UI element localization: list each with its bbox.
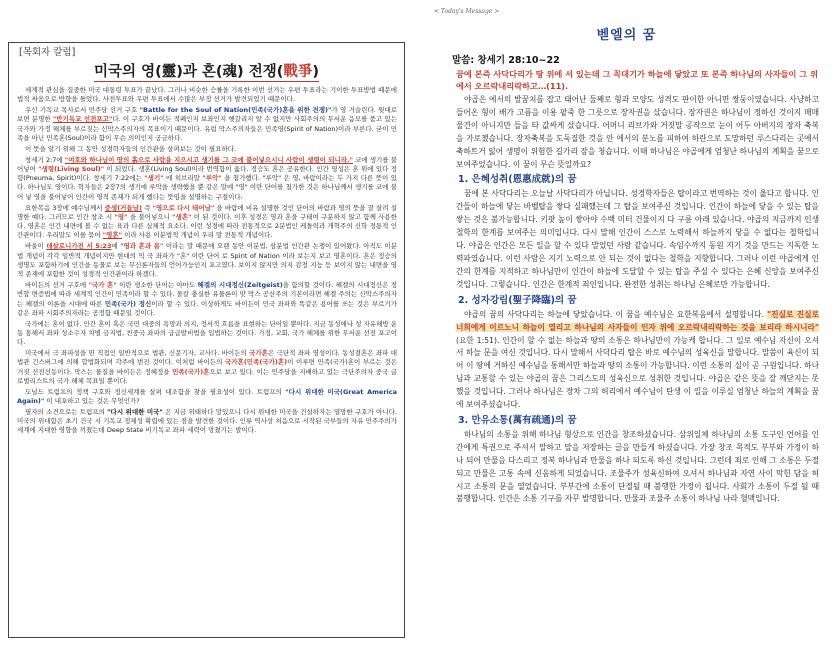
paragraph: 꿈에 본 사닥다리는 오늘날 사닥다리가 아닙니다. 성경학자들은 탑이라고 번역하는 것이 옳다고 합니다. 인간들이 하늘에 닿는 바벨탑을 쌓다 실패했는데 그 탑을 보여주신 것입니다. 인간이 하늘에 닿을 수 있는 탑을 쌓는 것은 불가능합니다. 키팟 높이 쌓아야 수백 미터 건물이지 다 구름 아래 있습니다. 야곱의 지금까지 인생철학의 한계를 보여주는 의미입니다. 다시 말해 인간이 스스로 노력해서 하늘까지 닿을 수 없다는 철학입니다. 야곱은 인간은 모든 일을 할 수 있다 말었던 사람 같습니다. 속임수까지 동원 지기 것을 만드는 지독한 노력파였습니다. 이런 사람은 지기 노력으로 안 되는 것이 없다는 철학을 지향합니다. 그러나 이런 야곱에게 인간의 한계를 지적하고 하나님만이 인간이 하늘에 도달할 수 있는 탑을 주실 수 있다는 은혜 신앙을 보여주신 것입니다. 그렇습니다. 인간은 한계적 죄인입니다. 완전한 성취는 하나님 은혜로만 가능합니다. (456, 189, 819, 289)
paragraph: 요한복음 3장에 예수님께서 중생(거듭남) 즉 "영으로 다시 태어남" 을 바람에 비유 설명한 것인 단어의 바람과 영의 뜻을 잘 살려 설명한 예다. 그러므로 인간 창조 시 "영" 을 불어넣으니 "생혼" 이 된 것이다. 이후 성경은 영과 혼을 구태여 구분하지 않고 함께 사용한다. 영혼은 인간 내면에 볼 수 없는 육과 다른 실체적 요소다. 이런 성경에 따라 전통적으로 2분법인 케돌릭과 개혁주의 신학 정통적 인간관이다. 우리말도 이를 묶어 "영혼" 이라 사용 이분법적 개념이 우리 말 전통적 개념이다. (17, 203, 398, 240)
paragraph: 야곱의 꿈의 사닥다리는 하늘에 닿았습니다. 이 꿈을 예수님은 요한복음에서 설명합니다. "진실로 진실로 너희에게 이르노니 하늘이 열리고 하나님의 사자들이 인자 위에 오르락내리락하는 것을 보리라 하시니라" (요한 1:51). 인간이 할 수 없는 하늘과 땅의 소통은 하나님만이 가능케 합니다. 그 일로 예수님 자신이 오셔서 하늘 문을 여신 것입니다. 다시 말해서 사닥다리 탑은 바로 예수님의 성육신을 말합니다. 말씀이 육신이 되어 이 땅에 거하신 예수님을 통해서만 하늘과 땅의 소통이 가능합니다. 이런 소통의 실이 곧 구원입니다. 하나님과 교통할 수 있는 야곱의 꿈은 그리스도의 성육신으로 성취한 것입니다. 야곱은 같은 뜻을 잘 깨닫지는 못했을 것입니다. 그러나 하나님은 장차 그의 허리에서 예수님이 탄생 이 일을 이루실 엄청난 하늘의 계획을 꿈에 보여주셨습니다. (456, 309, 820, 410)
section-heading: 1. 은혜성취(恩惠成就)의 꿈 (458, 174, 577, 186)
section-heading: 3. 만유소통(萬有疏通)의 꿈 (458, 414, 577, 426)
paragraph: 이 뜻을 알기 위해 그 동안 성경학자들의 인간관을 살펴보는 것이 필요하다. (25, 144, 237, 153)
highlighted-quote: "진실로 진실로 너희에게 이르노니 하늘이 열리고 하나님의 사자들이 인자 위에 오르락내리락하는 것을 보리라 하시니라" (456, 309, 819, 332)
paragraph: 미국에서 극 좌파성을 띤 직접인 일반적으로 법관, 신문기자, 교사다. 바이든의 국가혼은 극단적 좌파 영성이다. 동성결혼은 좌파 대법관 긴스버그에 의해 합법화되며 각주에 번진 것이다. 이처럼 바이든의 국가혼(민족(국가)혼)이 이루면 민족(국가)혼이 부르는 것은 거짓 선전선동이다. 막스는 물질을 바이든은 정혜정을 민족(국가)혼으로 보고 있다. 이는 민주당을 지배하고 있는 극단주의자 중국 글로벌리스트의 국가 해체 목표일 뿐이다. (17, 349, 397, 385)
column-tag: [목회자 칼럼] (19, 47, 76, 58)
paragraph: 바울이 데살로니가전 서 5:23에 "영과 혼과 몸" 이라는 말 때문에 오랜 동안 이분법, 삼분법 인간관 논쟁이 있어왔다. 아직도 이분법 개념이 각각 일반적 개념이지만 현대의 믹 국 좌파가 "혼" 이란 단어 로 Spirit of Nation 이라 보는지 보고 영혼이다. 혼은 정승의 생명도 포함하기에 인간을 동물로 보는 무신론자들의 언어가능인지 포고였다. 보이지 않지만 의지 감정 지능 등 보이지 않는 내면을 영적 존재에 포함한 것이 성경적 인간관이라 하겠다. (17, 242, 397, 279)
todays-message-header: < Today's Message > (434, 8, 500, 15)
paragraph: 세계적 관심을 집중한 미국 대통령 투표가 끝났다. 그러나 비슷한 승률을 기록한 이번 선거는 우편 투표라는 기이한 투표방법 때문에 법적 싸움으로 방향을 틀었다. 사전투표와 우편 투표에서 수많은 부정 선거가 발견되었기 때문이다. (17, 86, 397, 104)
paragraph: 하나님의 소통을 위해 하나님 형상으로 인간을 창조하셨습니다. 삼위일체 하나님의 소통 도구인 언어를 인간에게 특권으로 주셔서 말하고 말을 저장하는 글을 만들게 하셨습니다. 가장 창조 목적도 부부와 가정이 하나 되어 만물을 다스리고 정복 하나님과 만물을 하나 되도록 하신 것입니다. 그런데 죄로 인해 그 소통은 두절되고 만물은 고통 속에 신음하게 되었습니다. 조물주가 성육신하여 오셔서 하나님과 자연 사이 막힌 담을 허시고 소통의 문을 열었습니다. 부부간에 소통이 단절될 때 불행한 가정이 됩니다. 사회가 소통이 두절 될 때 불행합니다. 인간은 소통 기구를 자꾸 발명합니다. 만물과 조물주 소통이 하나님 나라 혈맥입니다. (456, 429, 819, 504)
column-title: 미국의 영(靈)과 혼(魂) 전쟁(戰爭) (94, 64, 319, 80)
paragraph: 우신 기독교 목사로서 민주당 선거 구호 "Battle for the Soul of Nation(민족(국가)혼을 위한 전쟁)"가 영 거슬린다. 뒷대로 보면 분명한 "반기독교 선전포고"다. 이 구호가 바이든 적폐인지 보좌인지 헷갈리지 알 수 없지만 사회주의의 무서운 음모를 품고 있는 국가와 가정 해체를 부르짖는 신막스주의자의 목표이기 때문이다. 유럽 막스주의자들은 민족영(Spirit of Nation)이라 부른다. 굳이 민족을 아닌 민족혼(Soul)이라 함이 무슨 의미인지 궁금하다. (17, 106, 397, 142)
key-verse: 꿈에 본즉 사닥다리가 땅 위에 서 있는데 그 꼭대기가 하늘에 닿았고 또 본즉 하나님의 사자들이 그 위에서 오르락내리락하고…(11). (456, 69, 818, 91)
scripture-reference: 말씀: 창세기 28:10~22 (452, 55, 560, 66)
paragraph: 야곱은 에서의 발꿈치를 잡고 태어난 둘째로 형과 모양도 성격도 판이한 아니면 쌍둥이였습니다. 사냥하고 들어온 형이 배가 고픔을 이용 팥죽 한 그릇으로 장자권을 샀습니다. 장자권은 하나님이 정하신 것이지 매매 물건이 아니지만 들을 타 값싸게 샀습니다. 어머니 리브가와 거짓말 공작으로 눈이 어두 아버지의 장자 축복을 가로챘습니다. 장자축복을 도둑질한 것을 안 에서의 분노를 피하여 하란으로 도망하던 루스다리는 곳에서 축하트거 잃어 생명이 위험한 길가리 잠을 청습니다. 이때 하나님은 야곱에게 엄청난 하나님의 계획을 꿈으로 보여주었습니다. 이 꿈이 무슨 뜻일까요? (456, 95, 819, 169)
section-heading: 2. 성자강림(聖子降臨)의 꿈 (458, 294, 577, 306)
sermon-title: 벧엘의 꿈 (596, 28, 657, 43)
paragraph: 창세기 2:7에 "여호와 하나님이 땅의 흙으로 사람을 지으시고 생기를 그 코에 불어넣으시니 사람이 생령이 되니라." 코에 생기를 불어넣어 "생령(Living Soul)" 이 되었다. 생혼(Living Soul)이라 번역함이 옳다. 정승도 혼은 공유한다. 인간 영성은 혼 위에 있다 정령(Pneuma, Spirit)이다. 창세기 7:22에는 "생기" 에 히브리말 "루악" 을 첨가했다. "루악" 은 영, 바람이라는 두 가지 다른 뜻이 있다. 하나님도 영이다. 학자들은 2장7의 생기에 루악을 생략했을 뿐 같은 말에 "영" 이란 단어를 첨가한 것은 하나님께서 생기를 코에 불어 넣 영을 불어넣어 인간이 영적 존재가 되게 했다는 뜻임을 설명하는 구절이다. (17, 155, 398, 201)
paragraph: 도널드 트럼프의 정책 구호와 정신세계를 살펴 대조함을 찾을 필요성이 있다. 트럼프의 "다시 위대한 미국(Great America Again)" 이 내포하고 있는 것은 무엇인가? (17, 387, 397, 405)
paragraph: 바이든의 선거 구호에 "국가 혼" 이란 생소한 단어는 아마도 혜겔의 시대정신(Zeitgeist)을 함의할 것이다. 헤겔의 시대정신은 정반합 변증법에 따라 세계적 인간이 민족이라 할 수 있다. 몰칼 충실한 유물론이 맞 막스 공산주의 기본이라면 헤겔 주의는 신막스주의자는 헤겔의 이론을 시대에 따른 민족(국가) 정신이라 할 수 있다. 이상하게도 바이든이 민국 좌파와 똑같은 용어를 쓰는 것은 부르기가 같은 좌파 시회주의자라는 공정함 때문일 것이다. (17, 280, 397, 317)
paragraph: 국가에는 혼이 없다. 인간 혼이 혹은 국민 대중의 욕망과 의지, 정서적 흐름을 표현하는 단어일 뿐이다. 지금 동성애나 성 자유해방 운동 통해서 좌파 성소수자 차별 금지법, 친중국 좌파의 급급발비법을 입법하는 것이다. 가정, 교회, 국가 해체를 위한 무서운 선전 포고이다. (17, 319, 397, 347)
paragraph: 필자의 소견으로는 트럼프의 "다시 위대한 미국" 은 지금 위태하다 말있으니 다시 위대한 미국을 건설하자는 열망한 구호가 아니다. 미국의 위대함은 초기 건국 시 기독교 정체성 확립에 있는 점을 발견한 것이다. 인류 역사상 처음으로 시작된 국부들의 자유 민주주의가 세계에 지대한 영향을 끼쳤는데 Deep State 비기독교 좌파 세력이 망쳤기는 발이다. (17, 407, 397, 435)
sermon-body (456, 94, 819, 507)
column-body (17, 86, 397, 437)
